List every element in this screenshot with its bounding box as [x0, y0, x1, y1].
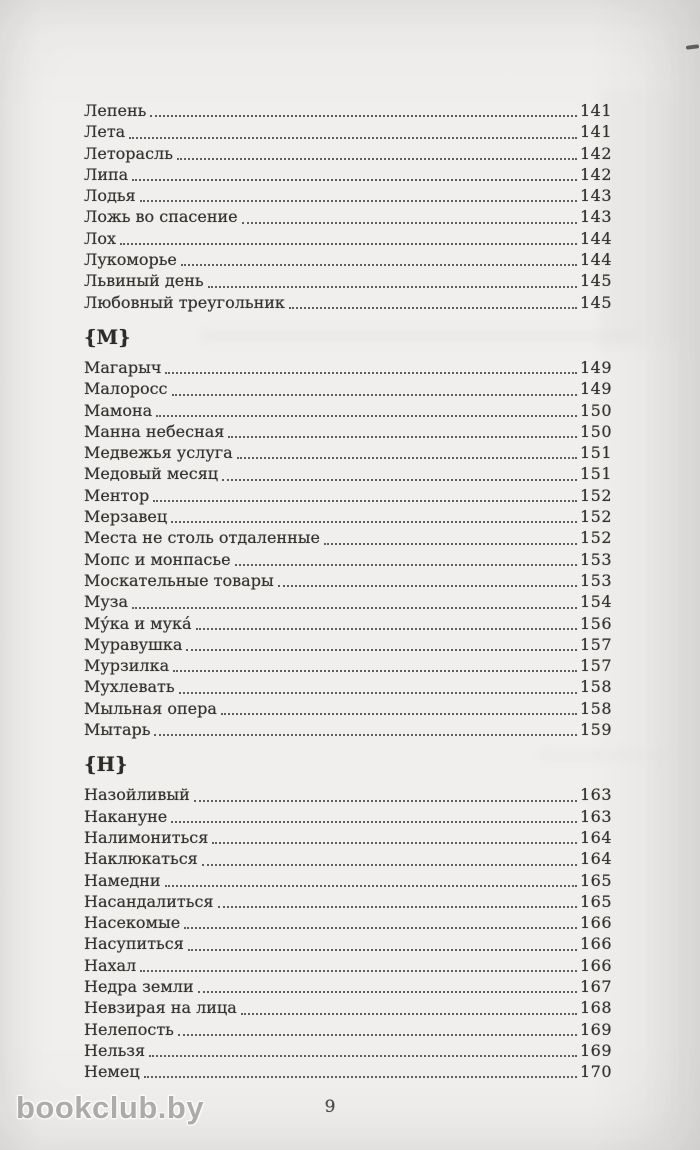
entry-title: Медовый месяц	[84, 464, 219, 484]
toc-entry	[84, 613, 612, 634]
entry-page-number: 166	[579, 913, 612, 933]
entry-page-number: 145	[579, 292, 612, 312]
entry-title: Мурзилка	[84, 656, 170, 676]
dot-leader	[181, 264, 577, 266]
entry-title: Лукоморье	[84, 250, 177, 270]
dot-leader	[208, 286, 577, 288]
toc-entry	[84, 933, 612, 954]
entry-page-number: 164	[579, 849, 612, 869]
dot-leader	[171, 821, 577, 823]
entry-title: Москательные товары	[84, 570, 274, 590]
entry-page-number: 142	[579, 164, 612, 184]
entry-page-number: 152	[579, 485, 612, 505]
entry-title: Липа	[84, 164, 129, 184]
dot-leader	[194, 800, 577, 802]
entry-title: Леторасль	[84, 143, 173, 163]
entry-page-number: 153	[579, 570, 612, 590]
dot-leader	[218, 906, 577, 908]
entry-title: Лета	[84, 122, 126, 142]
entry-title: Ложь во спасение	[84, 207, 238, 227]
entry-title: Мытарь	[84, 720, 151, 740]
entry-page-number: 166	[579, 955, 612, 975]
dot-leader	[132, 607, 577, 609]
dot-leader	[156, 415, 577, 417]
section-header: {М}	[84, 325, 131, 349]
dot-leader	[144, 1076, 577, 1078]
entry-title: Недра земли	[84, 976, 194, 996]
toc-entry	[84, 185, 612, 206]
toc-entry	[84, 997, 612, 1018]
dot-leader	[221, 713, 577, 715]
toc-entry	[84, 912, 612, 933]
dot-leader	[222, 479, 577, 481]
dot-leader	[202, 864, 577, 866]
dot-leader	[179, 692, 577, 694]
section-header: {Н}	[84, 753, 128, 777]
toc-entry	[84, 463, 612, 484]
entry-title: Нахал	[84, 955, 137, 975]
entry-title: Лодья	[84, 186, 136, 206]
dot-leader	[278, 585, 577, 587]
entry-page-number: 164	[579, 827, 612, 847]
toc-entry	[84, 591, 612, 612]
toc-entry	[84, 400, 612, 421]
entry-title: Муравушка	[84, 634, 183, 654]
toc-entry	[84, 676, 612, 697]
dot-leader	[324, 543, 577, 545]
toc-entry	[84, 870, 612, 891]
toc-entry	[84, 292, 612, 313]
toc-entry	[84, 164, 612, 185]
entry-title: Мухлевать	[84, 677, 175, 697]
entry-page-number: 152	[579, 507, 612, 527]
toc-entry	[84, 827, 612, 848]
dot-leader	[235, 564, 577, 566]
toc	[84, 100, 612, 1082]
entry-page-number: 144	[579, 250, 612, 270]
toc-entry	[84, 357, 612, 378]
entry-title: Наклюкаться	[84, 849, 198, 869]
dot-leader	[153, 500, 577, 502]
dot-leader	[165, 885, 577, 887]
dot-leader	[165, 372, 577, 374]
toc-entry	[84, 143, 612, 164]
dot-leader	[173, 670, 577, 672]
entry-page-number: 158	[579, 677, 612, 697]
toc-entry	[84, 228, 612, 249]
dot-leader	[289, 307, 577, 309]
entry-title: Лох	[84, 228, 117, 248]
entry-page-number: 150	[579, 400, 612, 420]
toc-entry	[84, 976, 612, 997]
dot-leader	[140, 200, 577, 202]
entry-page-number: 141	[579, 122, 612, 142]
entry-page-number: 142	[579, 143, 612, 163]
entry-title: Мопс и монпасье	[84, 549, 231, 569]
entry-title: Львиный день	[84, 271, 204, 291]
entry-page-number: 163	[579, 806, 612, 826]
toc-entry	[84, 570, 612, 591]
dot-leader	[241, 1013, 577, 1015]
entry-page-number: 145	[579, 271, 612, 291]
toc-entry	[84, 1019, 612, 1040]
toc-entry	[84, 634, 612, 655]
toc-entry	[84, 270, 612, 291]
entry-page-number: 151	[579, 443, 612, 463]
entry-title: Любовный треугольник	[84, 292, 285, 312]
entry-title: Немец	[84, 1062, 140, 1082]
entry-page-number: 166	[579, 934, 612, 954]
toc-entry	[84, 249, 612, 270]
entry-page-number: 158	[579, 698, 612, 718]
toc-entry	[84, 806, 612, 827]
toc-entry	[84, 719, 612, 740]
toc-entry	[84, 1040, 612, 1061]
entry-title: Лепень	[84, 101, 147, 120]
entry-title: Места не столь отдаленные	[84, 528, 320, 548]
entry-page-number: 159	[579, 720, 612, 740]
entry-page-number: 169	[579, 1040, 612, 1060]
toc-entry	[84, 891, 612, 912]
dot-leader	[140, 970, 577, 972]
entry-title: Нельзя	[84, 1040, 146, 1060]
entry-title: Муза	[84, 592, 129, 612]
toc-entry	[84, 1061, 612, 1082]
toc-entry	[84, 784, 612, 805]
dot-leader	[172, 394, 577, 396]
entry-title: Му́ка и мука́	[84, 613, 192, 633]
dot-leader	[242, 222, 577, 224]
entry-title: Налимониться	[84, 827, 209, 847]
toc-entry	[84, 206, 612, 227]
entry-title: Невзирая на лица	[84, 998, 237, 1018]
entry-page-number: 152	[579, 528, 612, 548]
entry-page-number: 143	[579, 207, 612, 227]
entry-page-number: 149	[579, 379, 612, 399]
entry-page-number: 144	[579, 228, 612, 248]
dot-leader	[198, 991, 577, 993]
dot-leader	[154, 734, 576, 736]
entry-title: Насупиться	[84, 934, 184, 954]
entry-title: Медвежья услуга	[84, 443, 233, 463]
entry-title: Насекомые	[84, 913, 181, 933]
entry-page-number: 143	[579, 186, 612, 206]
dot-leader	[228, 436, 577, 438]
entry-page-number: 150	[579, 421, 612, 441]
toc-entry	[84, 506, 612, 527]
toc-entry	[84, 100, 612, 121]
page-corner-mark	[686, 44, 699, 50]
entry-page-number: 167	[579, 976, 612, 996]
toc-entry	[84, 698, 612, 719]
toc-entry	[84, 848, 612, 869]
dot-leader	[184, 927, 577, 929]
entry-title: Магарыч	[84, 357, 162, 377]
entry-title: Малоросс	[84, 379, 168, 399]
toc-entry	[84, 485, 612, 506]
entry-page-number: 168	[579, 998, 612, 1018]
dot-leader	[129, 137, 577, 139]
toc-entry	[84, 378, 612, 399]
dot-leader	[196, 628, 577, 630]
dot-leader	[237, 457, 577, 459]
entry-title: Ментор	[84, 485, 150, 505]
toc-entry	[84, 955, 612, 976]
dot-leader	[177, 158, 577, 160]
entry-title: Мыльная опера	[84, 698, 217, 718]
watermark: bookclub.by	[16, 1090, 205, 1125]
page-number: 9	[324, 1097, 336, 1117]
dot-leader	[188, 949, 577, 951]
entry-title: Мамона	[84, 400, 153, 420]
entry-page-number: 157	[579, 656, 612, 676]
toc-entry	[84, 527, 612, 548]
entry-page-number: 169	[579, 1019, 612, 1039]
entry-page-number: 157	[579, 634, 612, 654]
entry-page-number: 154	[579, 592, 612, 612]
entry-page-number: 149	[579, 357, 612, 377]
toc-entry	[84, 655, 612, 676]
photo-streak	[600, 90, 700, 350]
dot-leader	[178, 1034, 577, 1036]
entry-page-number: 151	[579, 464, 612, 484]
entry-page-number: 165	[579, 891, 612, 911]
toc-entry	[84, 421, 612, 442]
entry-title: Насандалиться	[84, 891, 214, 911]
entry-page-number: 153	[579, 549, 612, 569]
dot-leader	[171, 521, 577, 523]
entry-title: Нелепость	[84, 1019, 174, 1039]
dot-leader	[186, 649, 577, 651]
entry-title: Манна небесная	[84, 421, 225, 441]
toc-entry	[84, 121, 612, 142]
entry-title: Мерзавец	[84, 507, 168, 527]
entry-page-number: 163	[579, 785, 612, 805]
entry-title: Намедни	[84, 870, 161, 890]
toc-entry	[84, 549, 612, 570]
dot-leader	[132, 179, 577, 181]
dot-leader	[212, 842, 577, 844]
entry-title: Назойливый	[84, 785, 190, 805]
dot-leader	[120, 243, 577, 245]
entry-page-number: 156	[579, 613, 612, 633]
entry-title: Накануне	[84, 806, 168, 826]
dot-leader	[150, 115, 577, 117]
entry-page-number: 165	[579, 870, 612, 890]
toc-entry	[84, 442, 612, 463]
entry-page-number: 141	[579, 101, 612, 120]
dot-leader	[149, 1055, 577, 1057]
entry-page-number: 170	[579, 1062, 612, 1082]
